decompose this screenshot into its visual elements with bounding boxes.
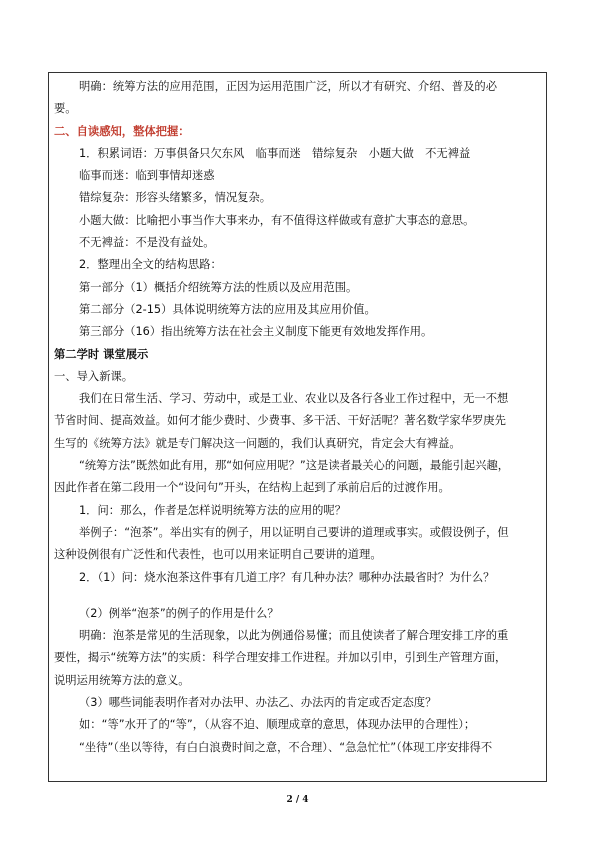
paragraph: 2．（1）问：烧水泡茶这件事有几道工序？有几种办法？哪种办法最省时？为什么？ bbox=[79, 570, 495, 584]
paragraph: “统筹方法”既然如此有用，那“如何应用呢？”这是读者最关心的问题，最能引起兴趣， bbox=[79, 459, 510, 473]
paragraph: 第一部分（1）概括介绍统筹方法的性质以及应用范围。 bbox=[79, 280, 358, 294]
paragraph: 因此作者在第二段用一个“设问句”开头，在结构上起到了承前启后的过渡作用。 bbox=[54, 481, 450, 495]
paragraph: 临事而迷：临到事情却迷惑 bbox=[79, 169, 215, 183]
paragraph: 1．积累词语：万事俱备只欠东风 临事而迷 错综复杂 小题大做 不无裨益 bbox=[79, 146, 471, 160]
page-number: 2 / 4 bbox=[286, 795, 309, 805]
paragraph: 不无裨益：不是没有益处。 bbox=[79, 236, 215, 250]
paragraph: 要性，揭示“统筹方法”的实质：科学合理安排工作进程。并加以引申，引到生产管理方面， bbox=[54, 651, 507, 665]
paragraph: 错综复杂：形容头绪繁多，情况复杂。 bbox=[79, 191, 272, 205]
paragraph: 如：“等”水开了的“等”，（从容不迫、顺理成章的意思，体现办法甲的合理性）； bbox=[79, 718, 476, 732]
blank-space bbox=[54, 589, 542, 603]
paragraph: 这种设例很有广泛性和代表性，也可以用来证明自己要讲的道理。 bbox=[54, 548, 382, 562]
paragraph: 说明运用统筹方法的意义。 bbox=[54, 673, 190, 687]
paragraph: 我们在日常生活、学习、劳动中，或是工业、农业以及各行各业工作过程中，无一不想 bbox=[79, 392, 509, 406]
paragraph: “坐待”（坐以等待，有白白浪费时间之意，不合理）、“急急忙忙”（体现工序安排得不 bbox=[79, 740, 493, 754]
document-body bbox=[54, 76, 542, 759]
paragraph: 要。 bbox=[54, 102, 77, 116]
paragraph: 第三部分（16）指出统筹方法在社会主义制度下能更有效地发挥作用。 bbox=[79, 325, 433, 339]
paragraph: 节省时间、提高效益。如何才能少费时、少费事、多干活、干好活呢？著名数学家华罗庚先 bbox=[54, 414, 506, 428]
paragraph: （2）例举“泡茶”的例子的作用是什么？ bbox=[79, 606, 279, 620]
paragraph: 第二部分（2-15）具体说明统筹方法的应用及其应用价值。 bbox=[79, 302, 376, 316]
paragraph: 1．问：那么，作者是怎样说明统筹方法的应用的呢？ bbox=[79, 503, 347, 517]
section-heading: 二、自读感知，整体把握： bbox=[54, 124, 190, 138]
paragraph: 2．整理出全文的结构思路： bbox=[79, 258, 222, 272]
paragraph: （3）哪些词能表明作者对办法甲、办法乙、办法丙的肯定或否定态度？ bbox=[79, 696, 437, 710]
paragraph: 明确：泡茶是常见的生活现象，以此为例通俗易懂；而且使读者了解合理安排工序的重 bbox=[79, 629, 509, 643]
paragraph: 生写的《统筹方法》就是专门解决这一问题的，我们认真研究，肯定会大有裨益。 bbox=[54, 436, 461, 450]
paragraph: 小题大做：比喻把小事当作大事来办，有不值得这样做或有意扩大事态的意思。 bbox=[79, 213, 475, 227]
paragraph: 一、导入新课。 bbox=[54, 369, 134, 383]
paragraph: 举例子：“泡茶”。举出实有的例子，用以证明自己要讲的道理或事实。或假设例子，但 bbox=[79, 525, 509, 539]
lesson-heading: 第二学时 课堂展示 bbox=[54, 347, 149, 361]
paragraph: 明确：统筹方法的应用范围，正因为运用范围广泛，所以才有研究、介绍、普及的必 bbox=[79, 80, 497, 93]
